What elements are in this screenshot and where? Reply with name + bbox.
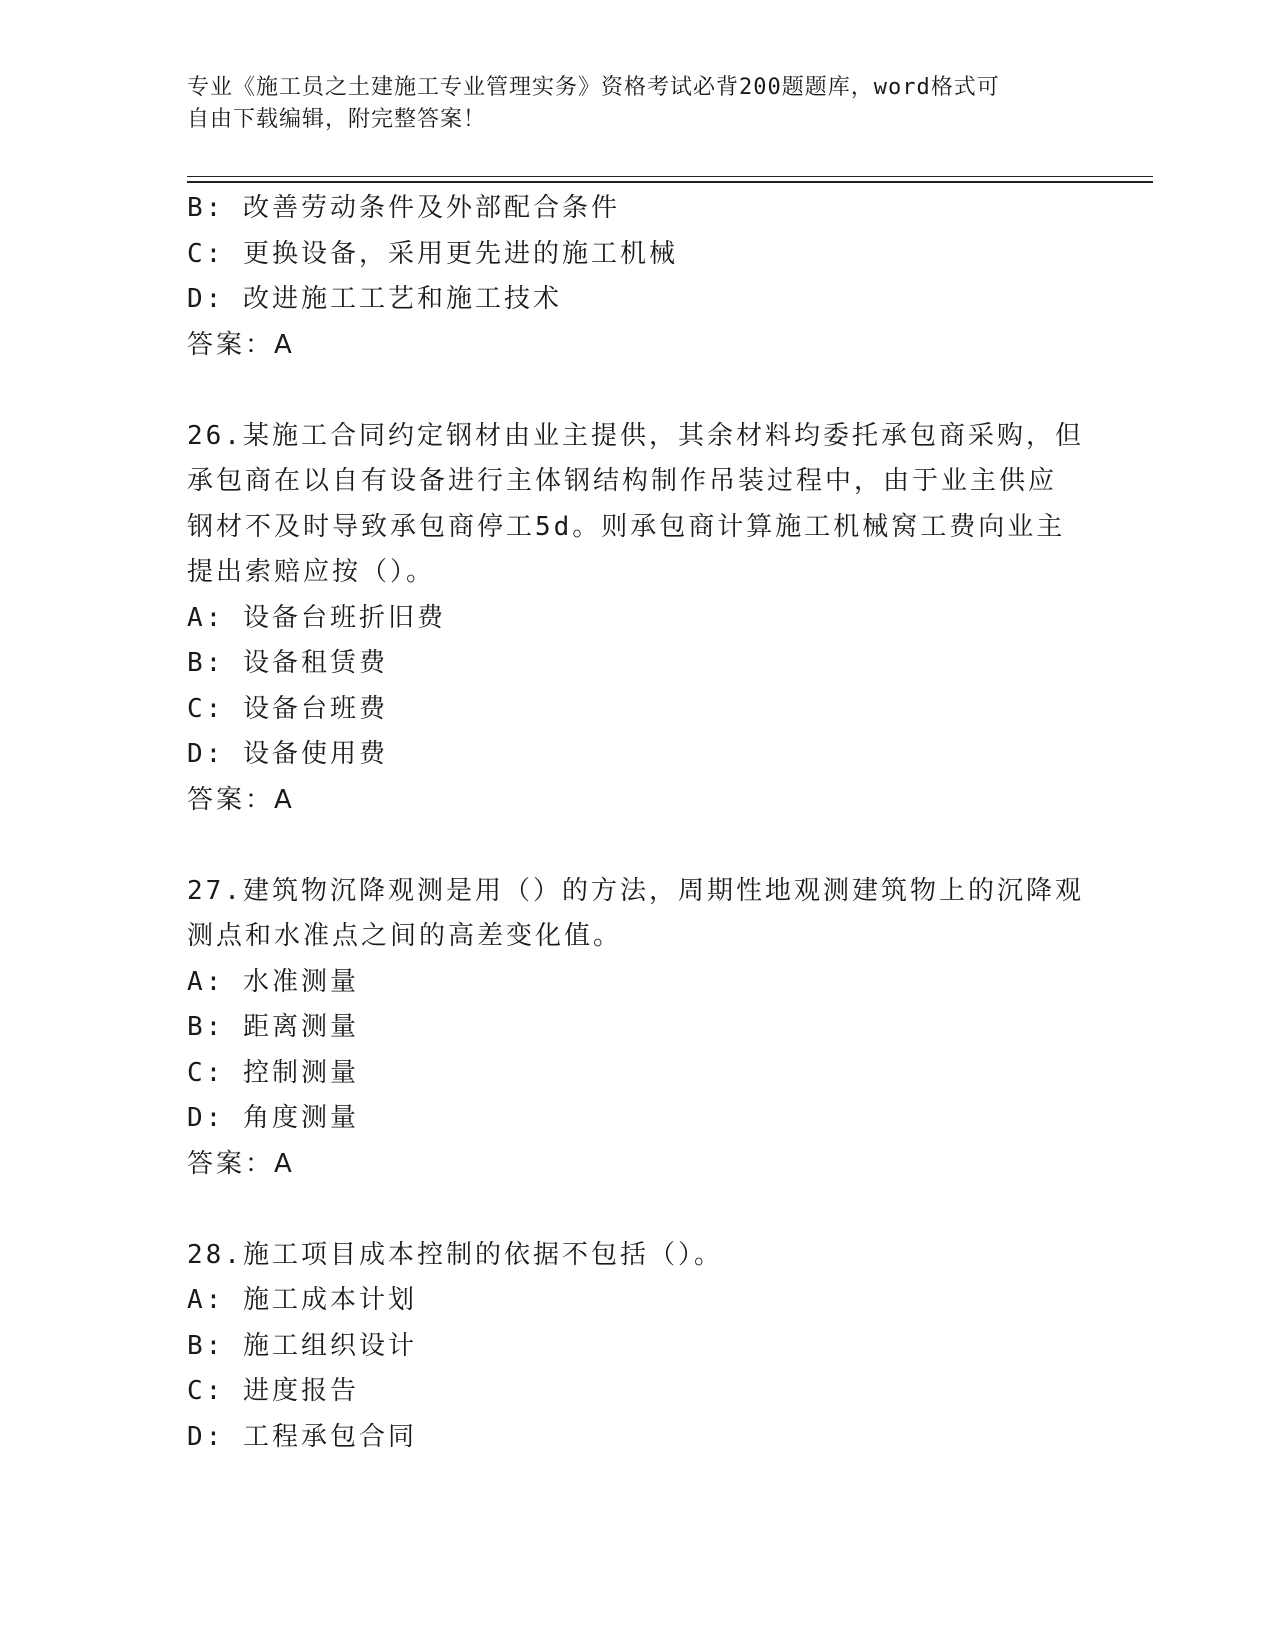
- spacer: [187, 823, 1087, 869]
- option-b: B: 改善劳动条件及外部配合条件: [187, 193, 620, 223]
- option-c: C: 进度报告: [187, 1376, 359, 1406]
- option-d: D: 改进施工工艺和施工技术: [187, 284, 562, 314]
- question-26: [187, 414, 1087, 824]
- option-b: B: 施工组织设计: [187, 1330, 417, 1361]
- option-d: D: 设备使用费: [187, 739, 388, 769]
- question-text-line: 承包商在以自有设备进行主体钢结构制作吊装过程中，由于业主供应: [187, 466, 1058, 496]
- option-d: D: 角度测量: [187, 1103, 359, 1133]
- header-title-line-1: 专业《施工员之土建施工专业管理实务》资格考试必背200题题库，word格式可: [187, 75, 1000, 100]
- answer-line: 答案：A: [187, 784, 295, 815]
- carryover-question: [187, 186, 1087, 368]
- option-a: A: 设备台班折旧费: [187, 602, 446, 633]
- answer-line: 答案：A: [187, 329, 295, 360]
- question-text-line: 钢材不及时导致承包商停工5d。则承包商计算施工机械窝工费向业主: [187, 511, 1066, 542]
- option-a: A: 水准测量: [187, 966, 359, 997]
- question-27: [187, 869, 1087, 1188]
- question-28: [187, 1233, 1087, 1461]
- question-text-line: 27.建筑物沉降观测是用（）的方法，周期性地观测建筑物上的沉降观: [187, 875, 1084, 906]
- question-content: [187, 186, 1087, 1460]
- option-d: D: 工程承包合同: [187, 1421, 417, 1452]
- option-b: B: 设备租赁费: [187, 648, 388, 678]
- option-b: B: 距离测量: [187, 1012, 359, 1042]
- question-text-line: 测点和水准点之间的高差变化值。: [187, 921, 623, 951]
- header-rule-thick: [187, 181, 1153, 183]
- option-a: A: 施工成本计划: [187, 1285, 417, 1315]
- question-text-line: 提出索赔应按（）。: [187, 557, 436, 587]
- header-rule-thin: [187, 176, 1153, 177]
- spacer: [187, 368, 1087, 414]
- document-header: [187, 72, 1087, 136]
- option-c: C: 设备台班费: [187, 693, 388, 724]
- answer-line: 答案：A: [187, 1148, 295, 1179]
- header-title-line-2: 自由下载编辑，附完整答案！: [187, 107, 487, 132]
- option-c: C: 更换设备，采用更先进的施工机械: [187, 238, 678, 269]
- option-c: C: 控制测量: [187, 1057, 359, 1088]
- spacer: [187, 1187, 1087, 1233]
- question-text-line: 26.某施工合同约定钢材由业主提供，其余材料均委托承包商采购，但: [187, 420, 1084, 451]
- question-text-line: 28.施工项目成本控制的依据不包括（）。: [187, 1239, 723, 1270]
